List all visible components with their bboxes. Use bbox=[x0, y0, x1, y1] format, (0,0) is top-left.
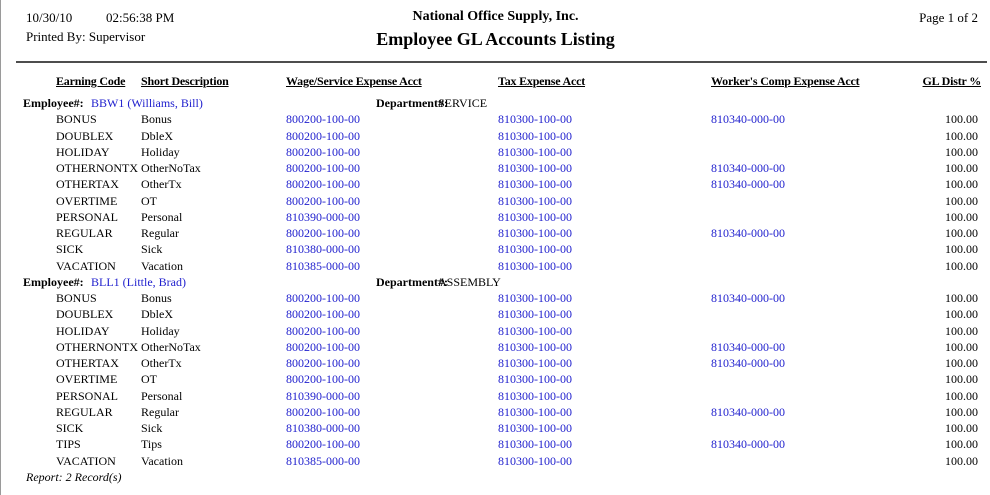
earning-code-value: PERSONAL bbox=[56, 209, 119, 224]
earning-code-value: BONUS bbox=[56, 112, 97, 127]
wage-service-expense-acct-link[interactable]: 800200-100-00 bbox=[286, 437, 360, 452]
tax-expense-acct-link[interactable]: 810300-100-00 bbox=[498, 112, 572, 127]
gl-distr-pct-value: 100.00 bbox=[945, 404, 978, 419]
earning-row bbox=[1, 372, 990, 388]
column-header-tax-expense-acct: Tax Expense Acct bbox=[498, 74, 586, 88]
earning-code-value: REGULAR bbox=[56, 404, 113, 419]
short-description-value: Vacation bbox=[141, 453, 183, 468]
earning-row bbox=[1, 259, 990, 275]
earning-row bbox=[1, 356, 990, 372]
department-value: SERVICE bbox=[438, 96, 488, 110]
short-description-value: DbleX bbox=[141, 307, 173, 322]
gl-distr-pct-value: 100.00 bbox=[945, 372, 978, 387]
wage-service-expense-acct-link[interactable]: 800200-100-00 bbox=[286, 372, 360, 387]
earning-row bbox=[1, 161, 990, 177]
tax-expense-acct-link[interactable]: 810300-100-00 bbox=[498, 437, 572, 452]
short-description-value: OtherNoTax bbox=[141, 339, 201, 354]
tax-expense-acct-link[interactable]: 810300-100-00 bbox=[498, 453, 572, 468]
wage-service-expense-acct-link[interactable]: 800200-100-00 bbox=[286, 339, 360, 354]
short-description-value: Personal bbox=[141, 209, 183, 224]
column-header-gl-distr-pct: GL Distr % bbox=[922, 74, 981, 88]
workers-comp-expense-acct-link[interactable]: 810340-000-00 bbox=[711, 177, 785, 192]
earning-code-value: VACATION bbox=[56, 453, 116, 468]
tax-expense-acct-link[interactable]: 810300-100-00 bbox=[498, 323, 572, 338]
tax-expense-acct-link[interactable]: 810300-100-00 bbox=[498, 144, 572, 159]
tax-expense-acct-link[interactable]: 810300-100-00 bbox=[498, 421, 572, 435]
earning-row bbox=[1, 307, 990, 323]
gl-distr-pct-value: 100.00 bbox=[945, 193, 978, 208]
tax-expense-acct-link[interactable]: 810300-100-00 bbox=[498, 404, 572, 419]
earning-code-value: OVERTIME bbox=[56, 372, 118, 387]
column-header-wage-service-expense-acct: Wage/Service Expense Acct bbox=[286, 74, 422, 88]
gl-distr-pct-value: 100.00 bbox=[945, 226, 978, 240]
gl-distr-pct-value: 100.00 bbox=[945, 242, 978, 257]
gl-distr-pct-value: 100.00 bbox=[945, 177, 978, 192]
workers-comp-expense-acct-link[interactable]: 810340-000-00 bbox=[711, 291, 785, 305]
earning-row bbox=[1, 242, 990, 258]
earning-code-value: BONUS bbox=[56, 291, 97, 305]
employee-number-label: Employee#: bbox=[23, 274, 84, 289]
wage-service-expense-acct-link[interactable]: 800200-100-00 bbox=[286, 161, 360, 175]
employee-number-label: Employee#: bbox=[23, 96, 84, 110]
earning-code-value: TIPS bbox=[56, 437, 81, 452]
wage-service-expense-acct-link[interactable]: 800200-100-00 bbox=[286, 128, 360, 143]
wage-service-expense-acct-link[interactable]: 800200-100-00 bbox=[286, 226, 360, 240]
tax-expense-acct-link[interactable]: 810300-100-00 bbox=[498, 193, 572, 208]
wage-service-expense-acct-link[interactable]: 800200-100-00 bbox=[286, 144, 360, 159]
earning-code-value: OTHERTAX bbox=[56, 356, 119, 370]
workers-comp-expense-acct-link[interactable]: 810340-000-00 bbox=[711, 356, 785, 370]
earning-row bbox=[1, 226, 990, 242]
report-date: 10/30/10 bbox=[26, 10, 73, 25]
short-description-value: Holiday bbox=[141, 323, 180, 338]
page-indicator: Page 1 of 2 bbox=[919, 10, 978, 25]
wage-service-expense-acct-link[interactable]: 800200-100-00 bbox=[286, 356, 360, 370]
earning-row bbox=[1, 437, 990, 453]
tax-expense-acct-link[interactable]: 810300-100-00 bbox=[498, 291, 572, 305]
tax-expense-acct-link[interactable]: 810300-100-00 bbox=[498, 161, 572, 175]
tax-expense-acct-link[interactable]: 810300-100-00 bbox=[498, 209, 572, 224]
short-description-value: Bonus bbox=[141, 291, 172, 305]
column-header-workers-comp-expense-acct: Worker's Comp Expense Acct bbox=[711, 74, 860, 88]
tax-expense-acct-link[interactable]: 810300-100-00 bbox=[498, 128, 572, 143]
short-description-value: Holiday bbox=[141, 144, 180, 159]
workers-comp-expense-acct-link[interactable]: 810340-000-00 bbox=[711, 437, 785, 452]
earning-row bbox=[1, 454, 990, 470]
employee-group-header bbox=[1, 96, 990, 112]
earning-code-value: VACATION bbox=[56, 258, 116, 273]
earning-row bbox=[1, 291, 990, 307]
earning-row bbox=[1, 194, 990, 210]
employee-code-link[interactable]: BLL1 (Little, Brad) bbox=[91, 274, 186, 289]
gl-distr-pct-value: 100.00 bbox=[945, 323, 978, 338]
workers-comp-expense-acct-link[interactable]: 810340-000-00 bbox=[711, 226, 785, 240]
page-title: Employee GL Accounts Listing bbox=[376, 29, 615, 49]
earning-code-value: HOLIDAY bbox=[56, 323, 110, 338]
earning-code-value: PERSONAL bbox=[56, 388, 119, 403]
report-time: 02:56:38 PM bbox=[106, 10, 175, 25]
gl-distr-pct-value: 100.00 bbox=[945, 453, 978, 468]
tax-expense-acct-link[interactable]: 810300-100-00 bbox=[498, 307, 572, 322]
earning-code-value: OTHERNONTX bbox=[56, 161, 138, 175]
earning-row bbox=[1, 389, 990, 405]
short-description-value: OtherTx bbox=[141, 356, 182, 370]
short-description-value: Sick bbox=[141, 421, 163, 435]
record-count-footer: Report: 2 Record(s) bbox=[26, 470, 122, 484]
wage-service-expense-acct-link[interactable]: 800200-100-00 bbox=[286, 193, 360, 208]
wage-service-expense-acct-link[interactable]: 810390-000-00 bbox=[286, 209, 360, 224]
wage-service-expense-acct-link[interactable]: 810390-000-00 bbox=[286, 388, 360, 403]
earning-row bbox=[1, 210, 990, 226]
earning-row bbox=[1, 177, 990, 193]
gl-distr-pct-value: 100.00 bbox=[945, 339, 978, 354]
department-number-label: Department#: bbox=[376, 96, 448, 110]
wage-service-expense-acct-link[interactable]: 810380-000-00 bbox=[286, 242, 360, 257]
earning-code-value: OTHERTAX bbox=[56, 177, 119, 192]
earning-code-value: DOUBLEX bbox=[56, 128, 114, 143]
earning-code-value: OTHERNONTX bbox=[56, 339, 138, 354]
workers-comp-expense-acct-link[interactable]: 810340-000-00 bbox=[711, 161, 785, 175]
gl-distr-pct-value: 100.00 bbox=[945, 112, 978, 127]
short-description-value: Regular bbox=[141, 404, 179, 419]
earning-code-value: SICK bbox=[56, 421, 84, 435]
gl-distr-pct-value: 100.00 bbox=[945, 421, 978, 435]
gl-distr-pct-value: 100.00 bbox=[945, 258, 978, 273]
earning-row bbox=[1, 324, 990, 340]
wage-service-expense-acct-link[interactable]: 810380-000-00 bbox=[286, 421, 360, 435]
short-description-value: Bonus bbox=[141, 112, 172, 127]
earning-row bbox=[1, 112, 990, 128]
printed-by: Printed By: Supervisor bbox=[26, 29, 146, 44]
short-description-value: Regular bbox=[141, 226, 179, 240]
tax-expense-acct-link[interactable]: 810300-100-00 bbox=[498, 177, 572, 192]
gl-distr-pct-value: 100.00 bbox=[945, 437, 978, 452]
short-description-value: OT bbox=[141, 372, 157, 387]
header-rule bbox=[16, 61, 987, 63]
tax-expense-acct-link[interactable]: 810300-100-00 bbox=[498, 226, 572, 240]
gl-distr-pct-value: 100.00 bbox=[945, 161, 978, 175]
company-name: National Office Supply, Inc. bbox=[412, 9, 579, 24]
wage-service-expense-acct-link[interactable]: 810385-000-00 bbox=[286, 453, 360, 468]
wage-service-expense-acct-link[interactable]: 800200-100-00 bbox=[286, 112, 360, 127]
department-number-label: Department#: bbox=[376, 274, 448, 289]
gl-distr-pct-value: 100.00 bbox=[945, 209, 978, 224]
department-value: ASSEMBLY bbox=[438, 274, 501, 289]
wage-service-expense-acct-link[interactable]: 800200-100-00 bbox=[286, 177, 360, 192]
short-description-value: Vacation bbox=[141, 258, 183, 273]
short-description-value: Tips bbox=[141, 437, 162, 452]
workers-comp-expense-acct-link[interactable]: 810340-000-00 bbox=[711, 339, 785, 354]
gl-distr-pct-value: 100.00 bbox=[945, 144, 978, 159]
employee-code-link[interactable]: BBW1 (Williams, Bill) bbox=[91, 96, 203, 110]
tax-expense-acct-link[interactable]: 810300-100-00 bbox=[498, 388, 572, 403]
column-header-earning-code: Earning Code bbox=[56, 74, 126, 88]
earning-code-value: REGULAR bbox=[56, 226, 113, 240]
earning-row bbox=[1, 129, 990, 145]
tax-expense-acct-link[interactable]: 810300-100-00 bbox=[498, 242, 572, 257]
tax-expense-acct-link[interactable]: 810300-100-00 bbox=[498, 258, 572, 273]
wage-service-expense-acct-link[interactable]: 810385-000-00 bbox=[286, 258, 360, 273]
earning-row bbox=[1, 421, 990, 437]
short-description-value: Sick bbox=[141, 242, 163, 257]
tax-expense-acct-link[interactable]: 810300-100-00 bbox=[498, 339, 572, 354]
short-description-value: DbleX bbox=[141, 128, 173, 143]
workers-comp-expense-acct-link[interactable]: 810340-000-00 bbox=[711, 404, 785, 419]
employee-group-header bbox=[1, 275, 990, 291]
earning-row bbox=[1, 340, 990, 356]
earning-code-value: OVERTIME bbox=[56, 193, 118, 208]
gl-distr-pct-value: 100.00 bbox=[945, 307, 978, 322]
earning-row bbox=[1, 405, 990, 421]
short-description-value: OT bbox=[141, 193, 157, 208]
earning-row bbox=[1, 145, 990, 161]
gl-distr-pct-value: 100.00 bbox=[945, 388, 978, 403]
earning-code-value: SICK bbox=[56, 242, 84, 257]
gl-distr-pct-value: 100.00 bbox=[945, 128, 978, 143]
earning-code-value: HOLIDAY bbox=[56, 144, 110, 159]
wage-service-expense-acct-link[interactable]: 800200-100-00 bbox=[286, 404, 360, 419]
tax-expense-acct-link[interactable]: 810300-100-00 bbox=[498, 356, 572, 370]
report-body bbox=[1, 96, 990, 470]
short-description-value: Personal bbox=[141, 388, 183, 403]
gl-distr-pct-value: 100.00 bbox=[945, 291, 978, 305]
column-header-short-description: Short Description bbox=[141, 74, 229, 88]
tax-expense-acct-link[interactable]: 810300-100-00 bbox=[498, 372, 572, 387]
wage-service-expense-acct-link[interactable]: 800200-100-00 bbox=[286, 291, 360, 305]
workers-comp-expense-acct-link[interactable]: 810340-000-00 bbox=[711, 112, 785, 127]
wage-service-expense-acct-link[interactable]: 800200-100-00 bbox=[286, 323, 360, 338]
gl-distr-pct-value: 100.00 bbox=[945, 356, 978, 370]
short-description-value: OtherTx bbox=[141, 177, 182, 192]
short-description-value: OtherNoTax bbox=[141, 161, 201, 175]
wage-service-expense-acct-link[interactable]: 800200-100-00 bbox=[286, 307, 360, 322]
earning-code-value: DOUBLEX bbox=[56, 307, 114, 322]
